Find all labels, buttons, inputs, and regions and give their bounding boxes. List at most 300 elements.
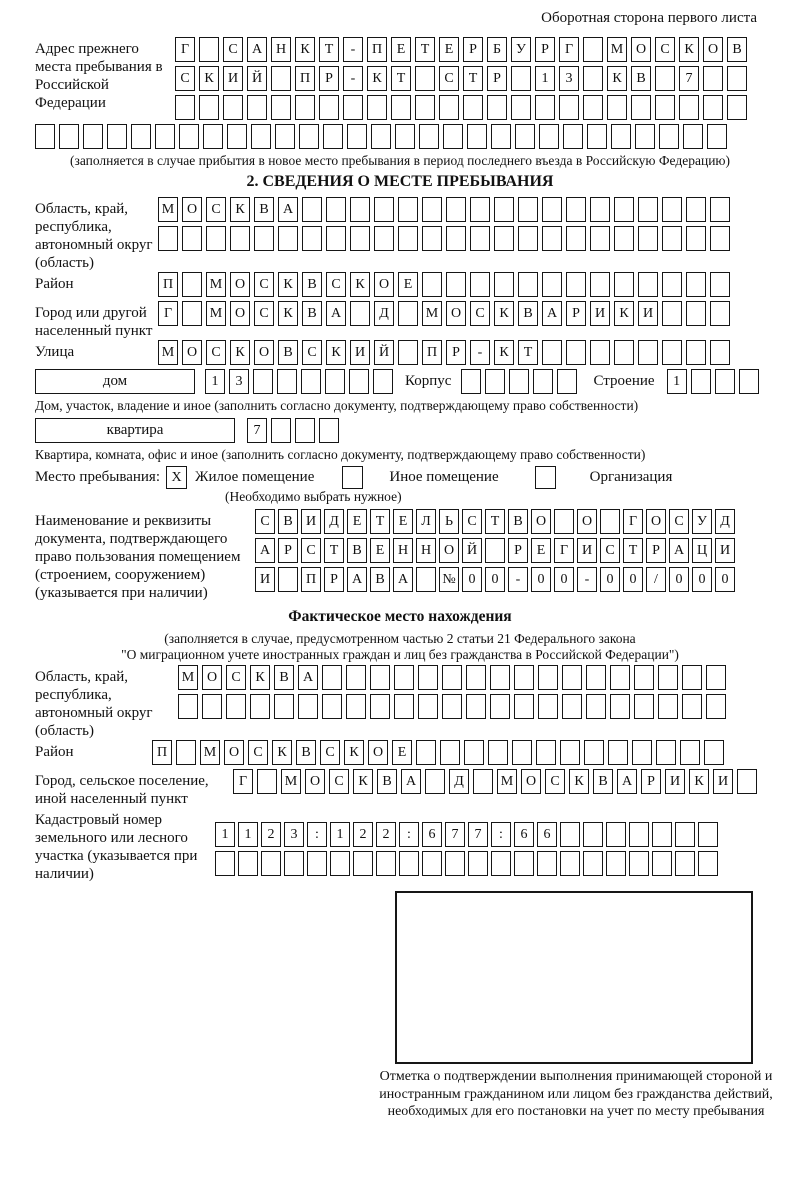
char-box: И [590, 301, 610, 326]
char-box [446, 226, 466, 251]
char-box [59, 124, 79, 149]
char-box [394, 665, 414, 690]
char-box: Р [463, 37, 483, 62]
char-box [446, 272, 466, 297]
char-box: Е [393, 509, 413, 534]
char-box [295, 418, 315, 443]
prev-address-grid [175, 37, 765, 124]
char-box: С [545, 769, 565, 794]
char-box [583, 851, 603, 876]
char-box: Р [278, 538, 298, 563]
char-box [509, 369, 529, 394]
char-box: В [593, 769, 613, 794]
char-box: : [307, 822, 327, 847]
char-box [422, 272, 442, 297]
char-box [399, 851, 419, 876]
char-box [464, 740, 484, 765]
char-box [322, 694, 342, 719]
char-box: : [399, 822, 419, 847]
char-box [554, 509, 574, 534]
apartment-type-box: квартира [35, 418, 235, 443]
stay-option-label-other: Иное помещение [389, 469, 499, 485]
char-box [638, 272, 658, 297]
char-box [463, 95, 483, 120]
char-box [631, 95, 651, 120]
char-box: С [329, 769, 349, 794]
char-box [518, 272, 538, 297]
char-box [350, 226, 370, 251]
char-box: Й [247, 66, 267, 91]
char-box [494, 197, 514, 222]
char-box [461, 369, 481, 394]
char-box [155, 124, 175, 149]
oblast-field [35, 197, 765, 272]
char-box: А [401, 769, 421, 794]
char-box [395, 124, 415, 149]
char-box: К [569, 769, 589, 794]
char-box: 6 [514, 822, 534, 847]
char-box [367, 95, 387, 120]
char-box [223, 95, 243, 120]
char-box: Т [623, 538, 643, 563]
raion-row [158, 272, 765, 297]
char-box: 0 [669, 567, 689, 592]
char-box: Р [566, 301, 586, 326]
char-box [655, 95, 675, 120]
house-row [35, 369, 765, 394]
char-box [608, 740, 628, 765]
korpus-label: Корпус [405, 373, 452, 389]
char-box [350, 197, 370, 222]
char-box: Д [324, 509, 344, 534]
char-box: 0 [485, 567, 505, 592]
char-box [698, 851, 718, 876]
char-box: 0 [623, 567, 643, 592]
char-box [583, 37, 603, 62]
char-box [610, 665, 630, 690]
char-box: А [298, 665, 318, 690]
char-box: О [230, 301, 250, 326]
char-box [374, 197, 394, 222]
char-box [586, 694, 606, 719]
char-box [158, 226, 178, 251]
char-box [557, 369, 577, 394]
cadastral-row-1 [215, 822, 765, 847]
char-box [299, 124, 319, 149]
registration-stamp-caption: Отметка о подтверждении выполнения принимающей стороной и иностранным гражданином или лицом без гражданства действий, необходимых для его постановки на учет по месту пребывания [379, 1069, 773, 1119]
char-box [590, 226, 610, 251]
char-box: Г [559, 37, 579, 62]
char-box: Л [416, 509, 436, 534]
char-box: 2 [376, 822, 396, 847]
char-box: У [692, 509, 712, 534]
char-box: К [295, 37, 315, 62]
char-box: К [689, 769, 709, 794]
char-box [445, 851, 465, 876]
char-box [710, 197, 730, 222]
char-box [470, 272, 490, 297]
char-box: Р [487, 66, 507, 91]
char-box [398, 301, 418, 326]
char-box [422, 851, 442, 876]
apartment-caption: Квартира, комната, офис и иное (заполнить согласно документу, подтверждающему право собственности) [35, 447, 646, 462]
stay-type-row [35, 466, 765, 489]
char-box [607, 95, 627, 120]
char-box: 0 [462, 567, 482, 592]
ulitsa-field [35, 340, 765, 369]
char-box: И [577, 538, 597, 563]
char-box [302, 197, 322, 222]
char-box: В [278, 509, 298, 534]
char-box: Д [374, 301, 394, 326]
char-box: / [646, 567, 666, 592]
char-box: О [368, 740, 388, 765]
char-box: В [302, 272, 322, 297]
char-box: Н [416, 538, 436, 563]
char-box [470, 197, 490, 222]
char-box [274, 694, 294, 719]
raion-field [35, 272, 765, 301]
char-box: 0 [715, 567, 735, 592]
ulitsa-label: Улица [35, 344, 75, 360]
char-box [419, 124, 439, 149]
gorod-row [158, 301, 765, 326]
char-box: О [631, 37, 651, 62]
char-box [415, 95, 435, 120]
char-box [247, 95, 267, 120]
char-box: Й [462, 538, 482, 563]
char-box [686, 197, 706, 222]
char-box: Р [319, 66, 339, 91]
char-box: О [521, 769, 541, 794]
char-box [176, 740, 196, 765]
document-field [35, 509, 765, 602]
char-box: Д [449, 769, 469, 794]
char-box [284, 851, 304, 876]
char-box [514, 851, 534, 876]
char-box [614, 197, 634, 222]
oblast-row-1 [158, 197, 765, 222]
char-box [439, 95, 459, 120]
char-box [254, 226, 274, 251]
char-box [326, 226, 346, 251]
char-box: Р [446, 340, 466, 365]
char-box [715, 369, 735, 394]
char-box: П [295, 66, 315, 91]
char-box [298, 694, 318, 719]
char-box [686, 340, 706, 365]
char-box [491, 851, 511, 876]
char-box: О [182, 197, 202, 222]
char-box [675, 851, 695, 876]
char-box [614, 340, 634, 365]
char-box: В [508, 509, 528, 534]
char-box: 7 [445, 822, 465, 847]
char-box [656, 740, 676, 765]
char-box: Е [370, 538, 390, 563]
char-box [629, 851, 649, 876]
char-box [349, 369, 369, 394]
char-box [691, 369, 711, 394]
char-box [347, 124, 367, 149]
char-box [511, 66, 531, 91]
char-box [203, 124, 223, 149]
fact-location-caption-1: (заполняется в случае, предусмотренном частью 2 статьи 21 Федерального закона [164, 631, 636, 646]
char-box: О [577, 509, 597, 534]
char-box [638, 197, 658, 222]
stay-option-label-dwelling: Жилое помещение [195, 469, 315, 485]
char-box: С [326, 272, 346, 297]
char-box: Н [271, 37, 291, 62]
char-box: С [301, 538, 321, 563]
char-box: С [206, 340, 226, 365]
char-box [494, 272, 514, 297]
prev-address-label: Адрес прежнего места пребывания в Российской Федерации [35, 41, 163, 111]
char-box: № [439, 567, 459, 592]
char-box [35, 124, 55, 149]
char-box: А [326, 301, 346, 326]
char-box [704, 740, 724, 765]
char-box: О [182, 340, 202, 365]
char-box [416, 740, 436, 765]
char-box [606, 822, 626, 847]
char-box [533, 369, 553, 394]
char-box: С [223, 37, 243, 62]
char-box: Ь [439, 509, 459, 534]
char-box: 7 [679, 66, 699, 91]
char-box: 2 [353, 822, 373, 847]
char-box: П [301, 567, 321, 592]
char-box [727, 66, 747, 91]
char-box: 6 [422, 822, 442, 847]
char-box [652, 851, 672, 876]
char-box: 0 [531, 567, 551, 592]
char-box: О [646, 509, 666, 534]
char-box [737, 769, 757, 794]
char-box: К [350, 272, 370, 297]
char-box [638, 340, 658, 365]
char-box [682, 694, 702, 719]
char-box: О [703, 37, 723, 62]
char-box [325, 369, 345, 394]
char-box [652, 822, 672, 847]
char-box [199, 95, 219, 120]
char-box [560, 822, 580, 847]
char-box: И [713, 769, 733, 794]
char-box: В [727, 37, 747, 62]
prev-address-field [35, 37, 765, 124]
char-box: И [350, 340, 370, 365]
char-box [514, 694, 534, 719]
char-box [250, 694, 270, 719]
char-box: М [178, 665, 198, 690]
char-box [442, 694, 462, 719]
char-box: Г [158, 301, 178, 326]
char-box [635, 124, 655, 149]
char-box: В [274, 665, 294, 690]
char-box [488, 740, 508, 765]
char-box: И [301, 509, 321, 534]
char-box [535, 95, 555, 120]
char-box: Т [391, 66, 411, 91]
char-box [319, 95, 339, 120]
char-box [398, 197, 418, 222]
char-box [398, 226, 418, 251]
char-box [301, 369, 321, 394]
char-box: 1 [205, 369, 225, 394]
char-box [710, 340, 730, 365]
char-box [563, 124, 583, 149]
char-box: И [638, 301, 658, 326]
char-box [490, 665, 510, 690]
prev-address-row-2 [175, 66, 765, 91]
fact-oblast-row-1 [178, 665, 765, 690]
char-box [600, 509, 620, 534]
char-box [680, 740, 700, 765]
char-box: И [223, 66, 243, 91]
char-box [518, 197, 538, 222]
char-box [323, 124, 343, 149]
char-box: Г [623, 509, 643, 534]
char-box: М [497, 769, 517, 794]
residence-type-checkbox-other [342, 466, 363, 489]
char-box [710, 272, 730, 297]
char-box [727, 95, 747, 120]
char-box [271, 66, 291, 91]
char-box [275, 124, 295, 149]
char-box: С [248, 740, 268, 765]
document-row-2 [255, 538, 765, 563]
char-box [307, 851, 327, 876]
char-box [518, 226, 538, 251]
char-box [487, 95, 507, 120]
char-box: В [278, 340, 298, 365]
char-box [659, 124, 679, 149]
char-box: 2 [261, 822, 281, 847]
char-box: К [326, 340, 346, 365]
char-box [655, 66, 675, 91]
oblast-row-2 [158, 226, 765, 251]
char-box: 1 [238, 822, 258, 847]
char-box [586, 665, 606, 690]
char-box [485, 538, 505, 563]
house-type-box: дом [35, 369, 195, 394]
char-box [271, 418, 291, 443]
char-box: Р [324, 567, 344, 592]
char-box [443, 124, 463, 149]
char-box [538, 665, 558, 690]
char-box: С [175, 66, 195, 91]
fact-gorod-row [233, 769, 765, 794]
char-box [175, 95, 195, 120]
house-number-cells [205, 369, 393, 394]
char-box [468, 851, 488, 876]
char-box: П [367, 37, 387, 62]
char-box [632, 740, 652, 765]
stay-type-note: (Необходимо выбрать нужное) [225, 489, 402, 504]
char-box: 0 [600, 567, 620, 592]
char-box: Т [518, 340, 538, 365]
char-box: О [305, 769, 325, 794]
char-box: М [422, 301, 442, 326]
char-box [326, 197, 346, 222]
char-box: М [206, 301, 226, 326]
char-box [583, 822, 603, 847]
char-box [346, 694, 366, 719]
char-box [182, 301, 202, 326]
char-box [182, 226, 202, 251]
char-box: К [607, 66, 627, 91]
char-box [662, 340, 682, 365]
korpus-cells [461, 369, 577, 394]
char-box: К [679, 37, 699, 62]
char-box [466, 665, 486, 690]
char-box [490, 694, 510, 719]
char-box [466, 694, 486, 719]
char-box: Н [393, 538, 413, 563]
char-box [710, 226, 730, 251]
char-box: О [531, 509, 551, 534]
char-box: П [422, 340, 442, 365]
cadastral-row-2 [215, 851, 765, 876]
char-box: Т [324, 538, 344, 563]
char-box [422, 197, 442, 222]
char-box [614, 226, 634, 251]
char-box [467, 124, 487, 149]
char-box: Т [319, 37, 339, 62]
char-box [590, 272, 610, 297]
char-box [514, 665, 534, 690]
char-box: П [152, 740, 172, 765]
char-box [394, 694, 414, 719]
char-box [370, 665, 390, 690]
fact-raion-row [152, 740, 765, 765]
char-box: 3 [284, 822, 304, 847]
char-box [202, 694, 222, 719]
char-box: А [255, 538, 275, 563]
char-box: С [600, 538, 620, 563]
char-box [253, 369, 273, 394]
char-box: Е [391, 37, 411, 62]
apartment-number-cells [247, 418, 339, 443]
char-box: - [343, 66, 363, 91]
char-box [206, 226, 226, 251]
char-box: С [302, 340, 322, 365]
char-box: 0 [692, 567, 712, 592]
char-box: А [542, 301, 562, 326]
char-box [512, 740, 532, 765]
char-box [257, 769, 277, 794]
char-box: Б [487, 37, 507, 62]
char-box [538, 694, 558, 719]
char-box: М [200, 740, 220, 765]
char-box [658, 694, 678, 719]
char-box [446, 197, 466, 222]
char-box [566, 226, 586, 251]
char-box [542, 226, 562, 251]
char-box [590, 197, 610, 222]
char-box [215, 851, 235, 876]
char-box [278, 226, 298, 251]
char-box: Е [347, 509, 367, 534]
char-box: 6 [537, 822, 557, 847]
char-box [83, 124, 103, 149]
char-box [511, 95, 531, 120]
char-box [536, 740, 556, 765]
char-box: 3 [229, 369, 249, 394]
char-box [343, 95, 363, 120]
char-box [590, 340, 610, 365]
